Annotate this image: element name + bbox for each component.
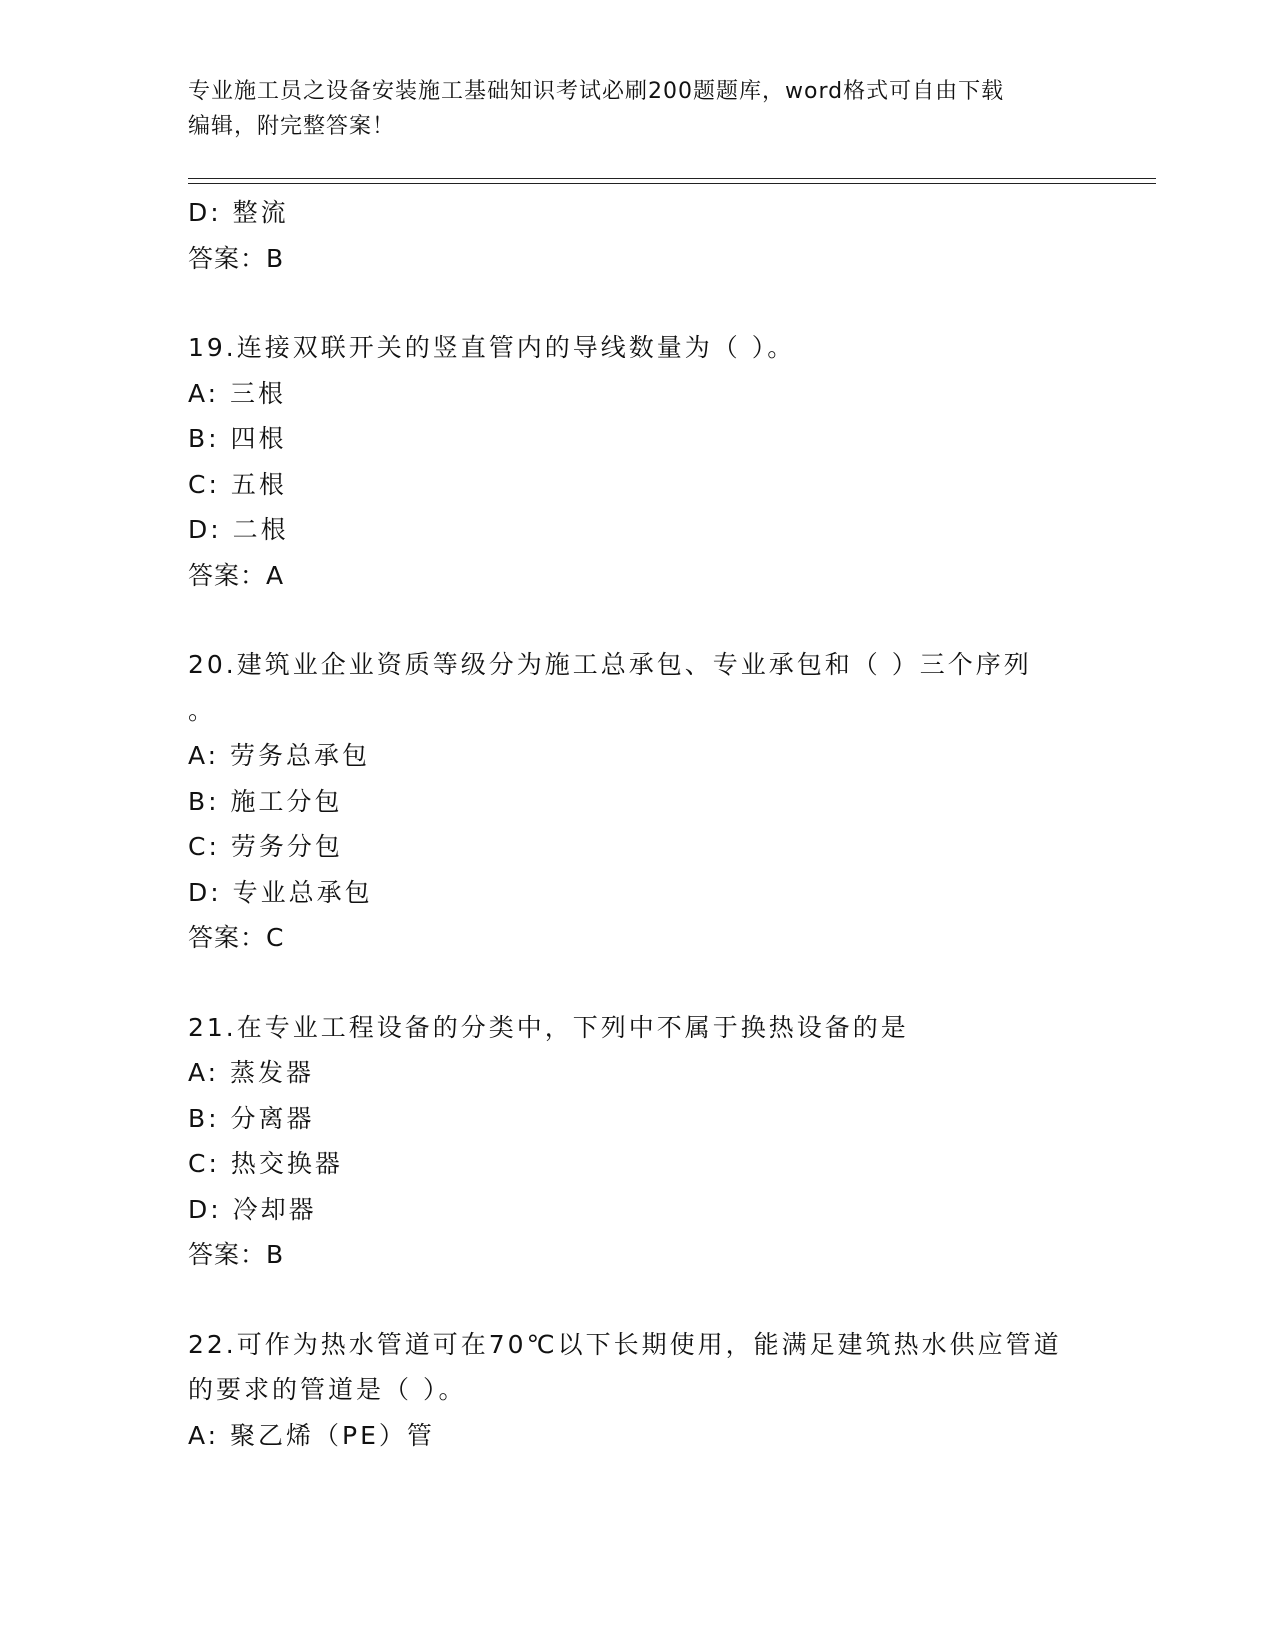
q19-option-d: D: 二根 [188,515,289,544]
q21-question: 21.在专业工程设备的分类中，下列中不属于换热设备的是 [188,1012,909,1042]
q20-option-c: C: 劳务分包 [188,832,343,861]
q20-question-line-1: 20.建筑业企业资质等级分为施工总承包、专业承包和（ ）三个序列 [188,650,1032,679]
q20-answer: 答案：C [188,923,285,952]
q21-option-a: A: 蒸发器 [188,1058,315,1087]
document-header [188,74,1088,144]
q20-option-a: A: 劳务总承包 [188,741,371,770]
q22-question-line-1: 22.可作为热水管道可在70℃以下长期使用，能满足建筑热水供应管道 [188,1329,1062,1359]
q20-question-line-2: 。 [188,695,217,725]
q21-option-b: B: 分离器 [188,1103,315,1133]
q22-option-a: A: 聚乙烯（PE）管 [188,1420,435,1450]
q19-question: 19.连接双联开关的竖直管内的导线数量为（ ）。 [188,333,796,362]
q19-option-c: C: 五根 [188,469,287,499]
q19-option-a: A: 三根 [188,378,287,408]
q20-option-d: D: 专业总承包 [188,877,373,907]
header-title-line-2: 编辑，附完整答案！ [188,114,396,139]
prev-answer: 答案：B [188,243,285,273]
q21-option-c: C: 热交换器 [188,1149,343,1178]
prev-option-d: D: 整流 [188,198,289,227]
spacer [188,1278,1088,1322]
spacer [188,281,1088,325]
spacer [188,598,1088,642]
question-content [188,190,1088,1458]
header-rule-bottom [188,183,1156,184]
q19-option-b: B: 四根 [188,424,287,453]
q21-option-d: D: 冷却器 [188,1194,317,1224]
q21-answer: 答案：B [188,1240,285,1269]
header-title-line-1: 专业施工员之设备安装施工基础知识考试必刷200题题库，word格式可自由下载 [188,79,1005,104]
q19-answer: 答案：A [188,560,285,590]
q22-question-line-2: 的要求的管道是（ ）。 [188,1375,467,1404]
spacer [188,961,1088,1005]
q20-option-b: B: 施工分包 [188,786,343,816]
header-rule-top [188,178,1156,179]
